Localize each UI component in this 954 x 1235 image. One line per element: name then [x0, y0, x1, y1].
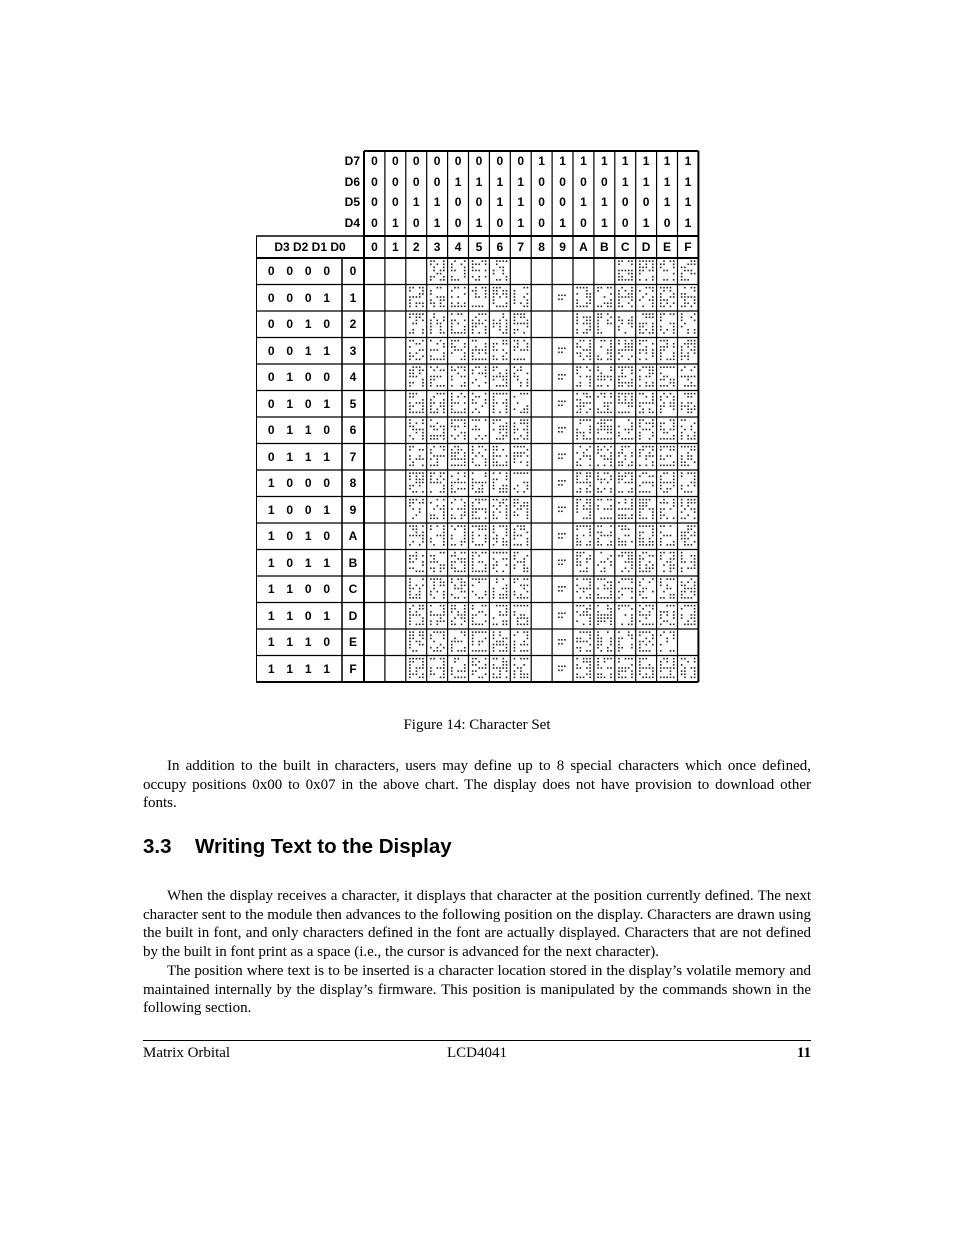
row-bit: 0 [286, 476, 294, 491]
high-bit-cell: 1 [538, 154, 545, 169]
high-bit-cell: 0 [412, 174, 420, 189]
row-hex-e: E [348, 635, 357, 650]
row-bit: 1 [304, 635, 312, 650]
row-bit: 1 [286, 396, 294, 411]
row-hex-9: 9 [349, 502, 357, 517]
high-bit-label-d4: D4 [344, 215, 360, 230]
row-bit: 1 [286, 370, 294, 385]
row-bits [256, 311, 342, 338]
high-bit-cell: 0 [559, 174, 566, 189]
column-hex-f: F [684, 239, 692, 254]
high-bit-cell: 0 [621, 195, 629, 210]
row-bit: 1 [267, 608, 275, 623]
column-hex-4: 4 [454, 239, 462, 254]
high-bit-cell: 1 [433, 195, 441, 210]
row-bits [256, 417, 342, 444]
high-bit-cell: 0 [454, 195, 462, 210]
column-hex-d: D [641, 239, 651, 254]
high-bit-cell: 0 [496, 215, 504, 230]
row-bit: 1 [323, 449, 331, 464]
row-bit: 1 [323, 608, 331, 623]
footer-rule [143, 1040, 811, 1041]
row-bit: 1 [267, 661, 275, 676]
high-bit-cell: 1 [600, 195, 608, 210]
row-hex-8: 8 [349, 476, 357, 491]
row-hex-3: 3 [349, 343, 357, 358]
body-paragraph-1: When the display receives a character, it displays that character at the position currently defined. The next character sent to the module then advances to the following position on the display. Characters are drawn using the built in font, and only characters defined in the font are actually displayed. Characters that are not defined by the built in font print as a space (i.e., the cursor is advanced for the next character). [143, 888, 811, 960]
row-hex-4: 4 [349, 370, 357, 385]
row-bit: 0 [267, 396, 275, 411]
row-bit: 1 [323, 555, 331, 570]
row-bit: 0 [304, 290, 312, 305]
high-bit-cell: 1 [621, 174, 629, 189]
row-hex-b: B [348, 555, 358, 570]
row-bits [256, 470, 342, 497]
column-hex-b: B [600, 239, 609, 254]
column-hex-0: 0 [371, 239, 378, 254]
row-bit: 1 [323, 502, 331, 517]
row-bit: 1 [286, 449, 294, 464]
column-hex-5: 5 [475, 239, 483, 254]
high-bit-cell: 0 [433, 154, 441, 169]
high-bit-cell: 0 [371, 174, 378, 189]
section-heading [143, 835, 452, 859]
footer-left: Matrix Orbital [143, 1045, 231, 1061]
row-bit: 1 [267, 635, 275, 650]
high-bit-cell: 0 [371, 154, 378, 169]
high-bit-cell: 0 [391, 154, 399, 169]
high-bit-cell: 1 [580, 154, 587, 169]
high-bit-cell: 1 [642, 154, 650, 169]
column-hex-e: E [663, 239, 672, 254]
row-bits [256, 550, 342, 577]
high-bit-cell: 0 [538, 215, 545, 230]
row-bit: 0 [286, 529, 294, 544]
row-bit: 0 [323, 529, 331, 544]
page-number: 11 [796, 1045, 811, 1061]
high-bit-cell: 0 [538, 174, 545, 189]
column-hex-a: A [579, 239, 588, 254]
high-bit-cell: 1 [517, 174, 525, 189]
high-bit-cell: 1 [600, 154, 608, 169]
high-bit-cell: 1 [684, 215, 692, 230]
high-bit-cell: 0 [642, 195, 650, 210]
high-bit-cell: 0 [391, 174, 399, 189]
row-bit: 1 [304, 555, 312, 570]
high-bit-cell: 1 [642, 215, 650, 230]
row-bit: 1 [286, 423, 294, 438]
row-bit: 0 [267, 449, 275, 464]
high-bit-cell: 0 [580, 215, 587, 230]
high-bit-cell: 0 [559, 195, 566, 210]
high-bit-cell: 1 [433, 215, 441, 230]
row-bit: 0 [267, 370, 275, 385]
high-bit-cell: 0 [580, 174, 587, 189]
row-bit: 1 [304, 423, 312, 438]
row-bit: 1 [323, 290, 331, 305]
row-bit: 1 [267, 582, 275, 597]
high-bit-cell: 0 [391, 195, 399, 210]
column-hex-c: C [620, 239, 630, 254]
high-bit-cell: 1 [663, 195, 671, 210]
high-bit-cell: 0 [517, 154, 525, 169]
row-bit: 1 [323, 396, 331, 411]
row-hex-5: 5 [349, 396, 357, 411]
row-bit: 1 [304, 661, 312, 676]
row-bit: 1 [267, 476, 275, 491]
high-bit-cell: 1 [559, 154, 566, 169]
row-bits [256, 497, 342, 524]
low-bits-label: D3 D2 D1 D0 [274, 239, 346, 254]
high-bit-cell: 0 [621, 215, 629, 230]
row-bit: 1 [286, 582, 294, 597]
row-bit: 0 [323, 423, 331, 438]
row-bit: 1 [286, 635, 294, 650]
high-bit-cell: 1 [391, 215, 399, 230]
row-bit: 0 [286, 502, 294, 517]
row-bit: 0 [267, 343, 275, 358]
figure-caption: Figure 14: Character Set [403, 717, 551, 733]
high-bit-cell: 0 [454, 154, 462, 169]
row-bit: 0 [304, 502, 312, 517]
high-bit-cell: 1 [475, 215, 483, 230]
row-bit: 0 [323, 264, 331, 279]
high-bit-cell: 0 [600, 174, 608, 189]
high-bit-cell: 1 [684, 174, 692, 189]
row-bits [256, 603, 342, 630]
row-hex-6: 6 [349, 423, 357, 438]
row-bits [256, 285, 342, 312]
row-hex-c: C [348, 582, 358, 597]
row-bit: 1 [286, 608, 294, 623]
row-hex-1: 1 [349, 290, 357, 305]
high-bit-cell: 1 [684, 154, 692, 169]
section-number: 3.3 [143, 835, 172, 858]
high-bit-cell: 1 [559, 215, 566, 230]
row-bit: 0 [304, 476, 312, 491]
high-bit-cell: 1 [454, 174, 462, 189]
high-bit-cell: 1 [496, 174, 504, 189]
row-bit: 0 [286, 290, 294, 305]
high-bit-cell: 0 [663, 215, 671, 230]
row-bit: 0 [267, 264, 275, 279]
row-bits [256, 656, 342, 683]
row-bits [256, 258, 342, 285]
row-bits [256, 338, 342, 365]
high-bit-cell: 0 [454, 215, 462, 230]
column-hex-8: 8 [538, 239, 545, 254]
column-hex-6: 6 [496, 239, 504, 254]
high-bit-cell: 0 [412, 215, 420, 230]
row-bits [256, 444, 342, 471]
row-bit: 1 [304, 529, 312, 544]
row-bit: 0 [304, 370, 312, 385]
row-bits [256, 629, 342, 656]
row-bit: 0 [323, 370, 331, 385]
row-bit: 0 [286, 264, 294, 279]
high-bit-cell: 1 [517, 195, 525, 210]
row-bit: 0 [323, 635, 331, 650]
high-bit-cell: 0 [475, 154, 483, 169]
character-set-table [256, 150, 701, 683]
row-bit: 0 [304, 396, 312, 411]
high-bit-cell: 1 [663, 174, 671, 189]
row-bits [256, 391, 342, 418]
row-bits [256, 364, 342, 391]
row-bit: 1 [267, 529, 275, 544]
row-hex-f: F [349, 661, 357, 676]
row-bit: 0 [304, 608, 312, 623]
high-bit-cell: 1 [412, 195, 420, 210]
row-hex-d: D [348, 608, 358, 623]
high-bit-cell: 1 [580, 195, 587, 210]
high-bit-cell: 1 [621, 154, 629, 169]
row-bit: 0 [267, 317, 275, 332]
high-bit-label-d6: D6 [344, 174, 360, 189]
column-hex-9: 9 [559, 239, 566, 254]
row-hex-7: 7 [349, 449, 357, 464]
row-bit: 0 [304, 582, 312, 597]
body-paragraph-2: The position where text is to be inserted is a character location stored in the display’s volatile memory and maintained internally by the display’s firmware. This position is manipulated by the commands shown in the following section. [143, 963, 811, 1017]
section-title: Writing Text to the Display [195, 835, 452, 858]
row-bit: 0 [323, 582, 331, 597]
high-bit-label-d7: D7 [344, 154, 360, 169]
row-bit: 0 [267, 290, 275, 305]
high-bit-cell: 0 [538, 195, 545, 210]
column-hex-3: 3 [433, 239, 441, 254]
row-bit: 1 [267, 555, 275, 570]
row-bit: 0 [304, 264, 312, 279]
high-bit-cell: 1 [642, 174, 650, 189]
intro-paragraph: In addition to the built in characters, users may define up to 8 special characters which once defined, occupy positions 0x00 to 0x07 in the above chart. The display does not have provision to download other fonts. [143, 758, 811, 812]
high-bit-cell: 0 [475, 195, 483, 210]
high-bit-cell: 0 [496, 154, 504, 169]
high-bit-cell: 1 [600, 215, 608, 230]
row-bit: 0 [286, 343, 294, 358]
column-hex-2: 2 [412, 239, 420, 254]
row-bit: 1 [304, 449, 312, 464]
row-bit: 1 [323, 661, 331, 676]
row-hex-0: 0 [349, 264, 357, 279]
row-bit: 1 [304, 317, 312, 332]
row-bits [256, 576, 342, 603]
high-bit-label-d5: D5 [344, 195, 360, 210]
row-bit: 1 [286, 661, 294, 676]
high-bit-cell: 1 [475, 174, 483, 189]
row-bit: 0 [286, 317, 294, 332]
row-bit: 0 [323, 476, 331, 491]
column-hex-1: 1 [391, 239, 399, 254]
high-bit-cell: 1 [684, 195, 692, 210]
footer-center: LCD4041 [447, 1045, 507, 1061]
row-bit: 1 [267, 502, 275, 517]
row-bits [256, 523, 342, 550]
row-bit: 0 [267, 423, 275, 438]
high-bit-cell: 1 [517, 215, 525, 230]
high-bit-cell: 1 [663, 154, 671, 169]
column-hex-7: 7 [517, 239, 525, 254]
high-bit-cell: 0 [433, 174, 441, 189]
high-bit-cell: 0 [371, 195, 378, 210]
row-hex-a: A [348, 529, 358, 544]
row-bit: 0 [286, 555, 294, 570]
high-bit-cell: 0 [371, 215, 378, 230]
high-bit-cell: 0 [412, 154, 420, 169]
row-bit: 1 [304, 343, 312, 358]
high-bit-cell: 1 [496, 195, 504, 210]
row-bit: 1 [323, 343, 331, 358]
row-hex-2: 2 [349, 317, 357, 332]
row-bit: 0 [323, 317, 331, 332]
